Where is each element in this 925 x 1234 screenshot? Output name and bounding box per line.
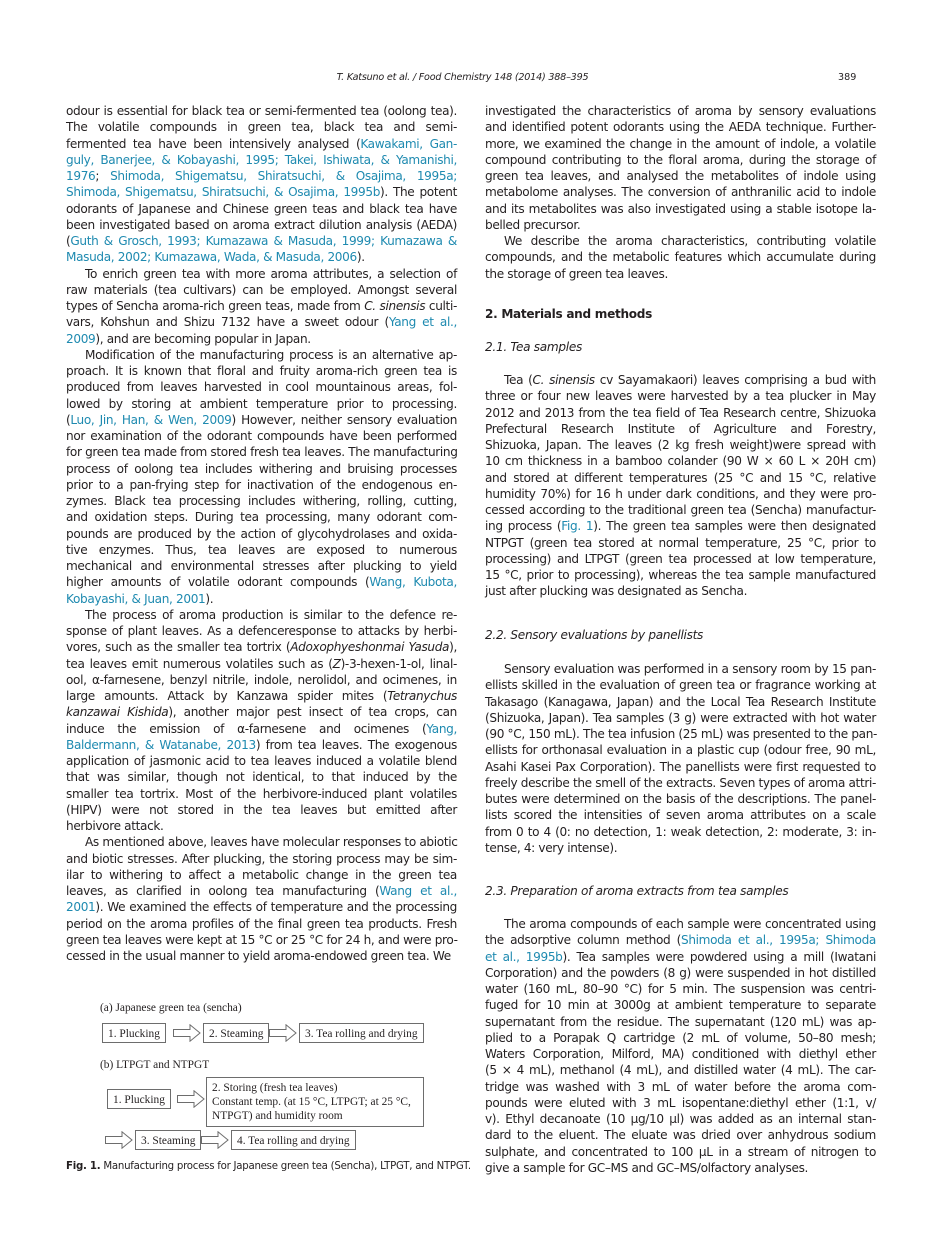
- line-text: ), and are becoming popular in Japan.: [95, 331, 311, 346]
- line-text: NTPGT (green tea stored at normal temperature, 25 °C, prior to: [485, 535, 876, 550]
- text-line: [66, 607, 457, 623]
- line-text: (: [66, 234, 71, 248]
- line-text: pounds were eluted with 3 mL isopentane:diethyl ether (1:1, v/: [485, 1095, 876, 1110]
- text-line: [485, 981, 876, 997]
- line-text: lists scored the intensities of seven aroma attributes on a scale: [485, 808, 876, 823]
- line-text: Corporation) and the powders (8 g) were suspended in hot distilled: [485, 965, 876, 980]
- line-text: (Shizuoka, Japan). Tea samples (3 g) were extracted with hot water: [485, 710, 876, 725]
- hollow-right-arrow-icon: [105, 1131, 133, 1149]
- line-text: cv Sayamakaori) leaves comprising a bud with: [594, 373, 876, 387]
- text-line: [66, 444, 457, 460]
- text-line: [66, 184, 457, 200]
- line-text: odorants of Japanese and Chinese green teas and black tea have: [66, 201, 457, 216]
- text-line: [66, 152, 457, 168]
- line-text: pounds are produced by the action of glycohydrolases and oxida-: [66, 526, 457, 541]
- line-text: ellists for orthonasal evaluation in a plastic cup (odour free, 90 mL,: [485, 743, 876, 758]
- line-text: The process of aroma production is similar to the defence re-: [85, 607, 457, 622]
- text-line: [66, 331, 457, 347]
- text-line: [66, 883, 457, 899]
- line-text: As mentioned above, leaves have molecular responses to abiotic: [85, 835, 458, 850]
- line-text: culti-: [425, 299, 457, 313]
- line-text: and biotic stresses. After plucking, the storing process may be sim-: [66, 851, 457, 866]
- text-line: [66, 948, 457, 964]
- text-line: [66, 591, 457, 607]
- line-text: Waters Corporation, Milford, MA) conditioned with diethyl ether: [485, 1047, 876, 1061]
- running-head: T. Katsuno et al. / Food Chemistry 148 (2014) 388–395: [336, 72, 589, 83]
- line-text: ). We examined the effects of temperature and the processing: [95, 900, 457, 915]
- figure-1: [100, 998, 440, 1158]
- line-text: 2012 and 2013 from the tea field of Tea Research centre, Shizuoka: [485, 405, 876, 420]
- line-text: compound contributing to the floral aroma, during the storage of: [485, 152, 876, 167]
- line-text: ) from tea leaves. The exogenous: [255, 737, 457, 752]
- text-line: [485, 1160, 876, 1176]
- line-text: more, we examined the change in the amount of indole, a volatile: [485, 136, 876, 151]
- text-line: [485, 775, 876, 791]
- line-text: and oxidation steps. During tea processing, many odorant com-: [66, 510, 457, 525]
- line-text: The aroma compounds of each sample were concentrated using: [504, 917, 876, 931]
- line-text: induce the emission of α-farnesene and ocimenes (: [66, 721, 427, 736]
- text-line: [485, 217, 876, 233]
- citation-link[interactable]: guly, Banerjee, & Kobayashi, 1995; Takei, Ishiwata, & Yamanishi,: [66, 152, 457, 167]
- text-line: [485, 1046, 876, 1062]
- flow-step-plucking-b: 1. Plucking: [107, 1089, 171, 1109]
- text-line: [485, 136, 876, 152]
- flow-step-steaming-a: 2. Steaming: [203, 1023, 269, 1043]
- text-line: [66, 574, 457, 590]
- italic-term: Z: [332, 656, 341, 671]
- line-text: humidity 70%) for 16 h under dark conditions, and they were pro-: [485, 486, 876, 501]
- text-line: [66, 542, 457, 558]
- text-line: [66, 461, 457, 477]
- flow-step-rolling-drying-b: 4. Tea rolling and drying: [231, 1130, 356, 1150]
- line-text: fermented tea have been intensively analysed (: [66, 136, 361, 151]
- text-line: [485, 661, 876, 677]
- line-text: tense, 4: very intense).: [485, 840, 618, 855]
- storing-condition: Constant temp. (at 15 °C, LTPGT; at 25 °C,: [212, 1096, 411, 1108]
- text-line: [485, 103, 876, 119]
- line-text: freely describe the smell of the extracts. Seven types of aroma attri-: [485, 775, 876, 790]
- text-line: [485, 266, 876, 282]
- line-text: mechanical and environmental stresses after plucking to yield: [66, 559, 457, 573]
- flow-step-plucking-a: 1. Plucking: [102, 1023, 166, 1043]
- text-line: [66, 314, 457, 330]
- text-line: [66, 282, 457, 298]
- line-text: ool, α-farnesene, benzyl nitrile, indole, nerolidol, and ocimenes, in: [66, 672, 457, 687]
- text-line: [485, 1127, 876, 1143]
- text-line: [66, 266, 457, 282]
- citation-link[interactable]: Wang, Kubota,: [369, 575, 457, 590]
- citation-link[interactable]: Fig. 1: [561, 519, 594, 534]
- line-text: (HIPV) were not stored in the tea leaves but emitted after: [66, 802, 457, 817]
- line-text: produced from leaves harvested in cool mountainous areas, fol-: [66, 380, 457, 395]
- hollow-right-arrow-icon: [177, 1090, 205, 1108]
- text-line: [66, 867, 457, 883]
- text-line: [485, 1079, 876, 1095]
- citation-link[interactable]: Wang et al.,: [379, 884, 457, 898]
- text-line: [66, 558, 457, 574]
- figure-panel-a-label: (a) Japanese green tea (sencha): [100, 1002, 242, 1014]
- text-line: [485, 949, 876, 965]
- hollow-right-arrow-icon: [201, 1131, 229, 1149]
- text-line: [66, 379, 457, 395]
- citation-link[interactable]: Kobayashi, & Juan, 2001: [66, 591, 206, 606]
- text-line: [66, 704, 457, 720]
- hollow-right-arrow-icon: [269, 1024, 297, 1042]
- line-text: types of Sencha aroma-rich green teas, made from: [66, 299, 365, 313]
- line-text: nor examination of the odorant compounds have been performed: [66, 429, 457, 443]
- text-line: [485, 119, 876, 135]
- line-text: application of jasmonic acid to tea leaves induced a volatile blend: [66, 754, 457, 768]
- hollow-right-arrow-icon: [173, 1024, 201, 1042]
- text-line: [485, 486, 876, 502]
- line-text: ing process (: [485, 519, 562, 534]
- text-line: [66, 769, 457, 785]
- subsection-heading-sensory-evaluations: 2.2. Sensory evaluations by panellists: [485, 628, 704, 642]
- line-text: proach. It is known that floral and fruity aroma-rich green tea is: [66, 364, 457, 378]
- citation-link[interactable]: et al., 1995b: [485, 949, 563, 964]
- citation-link[interactable]: Yang,: [426, 721, 457, 736]
- line-text: Prefectural Research Institute of Agriculture and Forestry,: [485, 421, 876, 436]
- text-line: [66, 639, 457, 655]
- line-text: Sensory evaluation was performed in a sensory room by 15 pan-: [504, 662, 876, 676]
- line-text: fuged for 10 min at 3000g at ambient temperature to separate: [485, 998, 876, 1013]
- line-text: ) However, neither sensory evaluation: [231, 412, 458, 427]
- text-line: [485, 726, 876, 742]
- line-text: the storage of green tea leaves.: [485, 266, 668, 281]
- text-line: [485, 694, 876, 710]
- text-line: [66, 233, 457, 249]
- text-line: [485, 535, 876, 551]
- text-line: [66, 168, 457, 184]
- citation-link[interactable]: Shimoda, Shigematsu, Shiratsuchi, & Osajima, 1995a;: [110, 169, 457, 183]
- text-line: [66, 428, 457, 444]
- line-text: )-3-hexen-1-ol, linal-: [340, 656, 458, 671]
- text-line: [485, 710, 876, 726]
- citation-link[interactable]: Guth & Grosch, 1993; Kumazawa & Masuda, 1999; Kumazawa &: [70, 234, 457, 248]
- text-line: [485, 583, 876, 599]
- text-line: [66, 249, 457, 265]
- text-line: [66, 298, 457, 314]
- line-text: (90 °C, 150 mL). The tea infusion (25 mL) was presented to the pan-: [485, 727, 878, 741]
- citation-link[interactable]: Masuda, 2002; Kumazawa, Wada, & Masuda, 2006: [66, 250, 357, 265]
- figure-caption-text: Manufacturing process for Japanese green tea (Sencha), LTPGT, and NTPGT.: [100, 1161, 471, 1172]
- line-text: and its metabolites was also investigated using a stable isotope la-: [485, 201, 876, 216]
- line-text: tive enzymes. Thus, tea leaves are exposed to numerous: [66, 542, 457, 557]
- line-text: herbivore attack.: [66, 819, 164, 833]
- line-text: v). Ethyl decanoate (10 µg/10 µl) was added as an internal stan-: [485, 1112, 876, 1126]
- line-text: and identified potent odorants using the AEDA technique. Further-: [485, 120, 876, 135]
- text-line: [485, 152, 876, 168]
- line-text: 10 cm thickness in a bamboo colander (90 W × 60 L × 20H cm): [485, 454, 876, 469]
- text-line: [485, 997, 876, 1013]
- line-text: The volatile compounds in green tea, black tea and semi-: [66, 120, 457, 135]
- text-line: [66, 656, 457, 672]
- line-text: butes were determined on the basis of the descriptions. The panel-: [485, 792, 876, 806]
- text-line: [485, 1144, 876, 1160]
- line-text: green tea leaves, and analysed the metabolites of indole using: [485, 169, 876, 183]
- text-line: [485, 759, 876, 775]
- text-line: [66, 721, 457, 737]
- line-text: sponse of plant leaves. As a defenceresponse to attacks by herbi-: [66, 624, 457, 638]
- text-line: [66, 509, 457, 525]
- text-line: [66, 737, 457, 753]
- citation-link[interactable]: Yang et al.,: [388, 315, 457, 330]
- line-text: higher amounts of volatile odorant compounds (: [66, 575, 370, 590]
- line-text: period on the aroma profiles of the final green tea products. Fresh: [66, 916, 457, 931]
- line-text: Tea (: [504, 373, 533, 387]
- text-line: [485, 470, 876, 486]
- line-text: that was similar, though not identical, to that induced by the: [66, 770, 457, 785]
- text-line: [485, 932, 876, 948]
- line-text: and stored at different temperatures (25 °C and 15 °C, relative: [485, 470, 876, 485]
- line-text: Asahi Kasei Pax Corporation). The panellists were first requested to: [485, 759, 876, 774]
- text-line: [66, 412, 457, 428]
- line-text: ).: [205, 591, 214, 606]
- text-line: [485, 249, 876, 265]
- citation-link[interactable]: 1976: [66, 169, 96, 183]
- line-text: plied to a Porapak Q cartridge (2 mL of volume, 50–80 mesh;: [485, 1030, 876, 1045]
- text-line: [66, 818, 457, 834]
- line-text: processing) and LTPGT (green tea processed at low temperature,: [485, 551, 876, 566]
- line-text: just after plucking was designated as Sencha.: [485, 584, 748, 599]
- text-line: [485, 388, 876, 404]
- text-line: [485, 916, 876, 932]
- italic-term: C. sinensis: [364, 299, 426, 313]
- line-text: Shizuoka, Japan. The leaves (2 kg fresh weight)were spread with: [485, 438, 876, 452]
- line-text: ). The green tea samples were then designated: [593, 519, 876, 534]
- line-text: sulphate, and concentrated to 100 µL in a stream of nitrogen to: [485, 1144, 876, 1159]
- text-line: [66, 526, 457, 542]
- line-text: ).: [356, 250, 365, 265]
- line-text: water (160 mL, 80–90 °C) for 5 min. The suspension was centri-: [485, 982, 876, 996]
- line-text: (: [66, 412, 71, 427]
- citation-link[interactable]: Baldermann, & Watanabe, 2013: [66, 737, 256, 752]
- italic-term: Tetranychus: [387, 689, 457, 703]
- text-line: [66, 396, 457, 412]
- flow-step-rolling-drying-a: 3. Tea rolling and drying: [299, 1023, 424, 1043]
- text-line: [485, 372, 876, 388]
- text-line: [66, 119, 457, 135]
- line-text: tea leaves emit numerous volatiles such as (: [66, 656, 333, 671]
- text-line: [66, 834, 457, 850]
- line-text: been investigated based on aroma extract dilution analysis (AEDA): [66, 217, 457, 232]
- line-text: Takasago (Kanagawa, Japan) and the Local Tea Research Institute: [485, 694, 876, 709]
- citation-link[interactable]: Shimoda et al., 1995a; Shimoda: [681, 933, 876, 948]
- text-line: [66, 916, 457, 932]
- text-line: [485, 502, 876, 518]
- line-text: for green tea made from stored fresh tea leaves. The manufacturing: [66, 445, 458, 460]
- figure-caption: [66, 1161, 471, 1172]
- line-text: from 0 to 4 (0: no detection, 1: weak detection, 2: moderate, 3: in-: [485, 824, 876, 839]
- text-line: [485, 233, 876, 249]
- italic-term: Adoxophyeshonmai Yasuda: [290, 640, 450, 655]
- line-text: compounds, and the metabolic features which accumulate during: [485, 250, 876, 265]
- subsection-heading-aroma-extracts: 2.3. Preparation of aroma extracts from tea samples: [485, 884, 789, 898]
- text-line: [485, 405, 876, 421]
- line-text: lowed by storing at ambient temperature prior to processing.: [66, 396, 457, 411]
- text-line: [66, 477, 457, 493]
- line-text: raw materials (tea cultivars) can be employed. Amongst several: [66, 282, 457, 297]
- text-line: [66, 672, 457, 688]
- line-text: smaller tea tortrix. Most of the herbivore-induced plant volatiles: [66, 786, 457, 801]
- line-text: cessed in the usual manner to yield aroma-endowed green tea. We: [66, 949, 451, 963]
- text-line: [66, 899, 457, 915]
- citation-link[interactable]: Shimoda, Shigematsu, Shiratsuchi, & Osajima, 1995b: [66, 185, 381, 200]
- line-text: belled precursor.: [485, 217, 581, 232]
- line-text: tridge was washed with 3 mL of water before the aroma com-: [485, 1079, 876, 1094]
- citation-link[interactable]: 2009: [66, 331, 96, 346]
- line-text: ). Tea samples were powdered using a mill (Iwatani: [562, 949, 876, 964]
- line-text: prior to a pan-frying step for inactivation of the endogenous en-: [66, 477, 457, 492]
- text-line: [485, 807, 876, 823]
- text-line: [485, 791, 876, 807]
- line-text: ), another major pest insect of tea crops, can: [168, 705, 457, 720]
- text-line: [485, 677, 876, 693]
- italic-term: C. sinensis: [532, 373, 595, 387]
- line-text: dard to the eluent. The eluate was dried over anhydrous sodium: [485, 1128, 876, 1143]
- citation-link[interactable]: Kawakami, Gan-: [360, 136, 457, 151]
- flow-step-storing-b: [206, 1077, 424, 1127]
- text-line: [485, 840, 876, 856]
- line-text: green tea leaves were kept at 15 °C or 25 °C for 24 h, and were pro-: [66, 932, 458, 947]
- line-text: To enrich green tea with more aroma attributes, a selection of: [85, 266, 457, 281]
- text-line: [66, 932, 457, 948]
- line-text: the adsorptive column method (: [485, 933, 682, 948]
- line-text: (5 × 4 mL), methanol (4 mL), and distilled water (4 mL). The car-: [485, 1063, 876, 1078]
- text-line: [485, 184, 876, 200]
- text-line: [485, 742, 876, 758]
- line-text: cessed according to the traditional green tea (Sencha) manufactur-: [485, 503, 876, 517]
- text-line: [485, 1062, 876, 1078]
- section-heading-materials-methods: 2. Materials and methods: [485, 307, 653, 321]
- line-text: 15 °C, prior to processing), whereas the tea sample manufactured: [485, 568, 876, 582]
- page-number: 389: [838, 72, 857, 83]
- text-line: [66, 786, 457, 802]
- text-line: [485, 824, 876, 840]
- line-text: ;: [95, 169, 111, 183]
- text-line: [485, 1014, 876, 1030]
- storing-title: 2. Storing (fresh tea leaves): [212, 1082, 338, 1094]
- line-text: three or four new leaves were harvested by a tea plucker in May: [485, 389, 876, 404]
- line-text: We describe the aroma characteristics, contributing volatile: [504, 234, 876, 248]
- line-text: ),: [449, 640, 457, 655]
- italic-term: kanzawai Kishida: [66, 705, 169, 720]
- text-line: [485, 437, 876, 453]
- text-line: [485, 518, 876, 534]
- line-text: metabolome analyses. The conversion of anthranilic acid to indole: [485, 185, 876, 200]
- line-text: vars, Kohshun and Shizu 7132 have a sweet odour (: [66, 315, 389, 330]
- text-line: [66, 201, 457, 217]
- text-line: [66, 103, 457, 119]
- line-text: supernatant from the residue. The supernatant (120 mL) was ap-: [485, 1014, 876, 1029]
- text-line: [485, 453, 876, 469]
- line-text: vores, such as the smaller tea tortrix (: [66, 640, 291, 655]
- line-text: investigated the characteristics of aroma by sensory evaluations: [485, 104, 876, 118]
- line-text: ). The potent: [380, 185, 458, 200]
- line-text: Modification of the manufacturing process is an alternative ap-: [85, 347, 457, 362]
- line-text: leaves, as clarified in oolong tea manufacturing (: [66, 884, 380, 898]
- text-line: [485, 965, 876, 981]
- line-text: ellists skilled in the evaluation of green tea or fragrance working at: [485, 678, 876, 693]
- flow-step-steaming-b: 3. Steaming: [135, 1130, 201, 1150]
- figure-panel-b-label: (b) LTPGT and NTPGT: [100, 1059, 210, 1071]
- line-text: process of oolong tea includes withering and bruising processes: [66, 461, 457, 476]
- text-line: [66, 851, 457, 867]
- storing-condition-cont: NTPGT) and humidity room: [212, 1110, 343, 1122]
- text-line: [66, 802, 457, 818]
- text-line: [66, 688, 457, 704]
- subsection-heading-tea-samples: 2.1. Tea samples: [485, 340, 582, 354]
- text-line: [66, 217, 457, 233]
- citation-link[interactable]: Luo, Jin, Han, & Wen, 2009: [70, 412, 232, 427]
- text-line: [485, 1111, 876, 1127]
- line-text: ilar to withering to affect a metabolic change in the green tea: [66, 867, 457, 882]
- text-line: [485, 551, 876, 567]
- text-line: [66, 753, 457, 769]
- line-text: give a sample for GC–MS and GC–MS/olfactory analyses.: [485, 1160, 809, 1175]
- text-line: [485, 168, 876, 184]
- text-line: [66, 623, 457, 639]
- text-line: [66, 493, 457, 509]
- line-text: zymes. Black tea processing includes withering, rolling, cutting,: [66, 494, 457, 508]
- text-line: [66, 347, 457, 363]
- citation-link[interactable]: 2001: [66, 900, 96, 915]
- text-line: [485, 1095, 876, 1111]
- figure-caption-label: Fig. 1.: [66, 1161, 101, 1172]
- text-line: [66, 363, 457, 379]
- text-line: [485, 567, 876, 583]
- text-line: [485, 421, 876, 437]
- line-text: large amounts. Attack by Kanzawa spider mites (: [66, 689, 388, 703]
- text-line: [485, 201, 876, 217]
- text-line: [485, 1030, 876, 1046]
- line-text: odour is essential for black tea or semi-fermented tea (oolong tea).: [66, 104, 457, 118]
- text-line: [66, 136, 457, 152]
